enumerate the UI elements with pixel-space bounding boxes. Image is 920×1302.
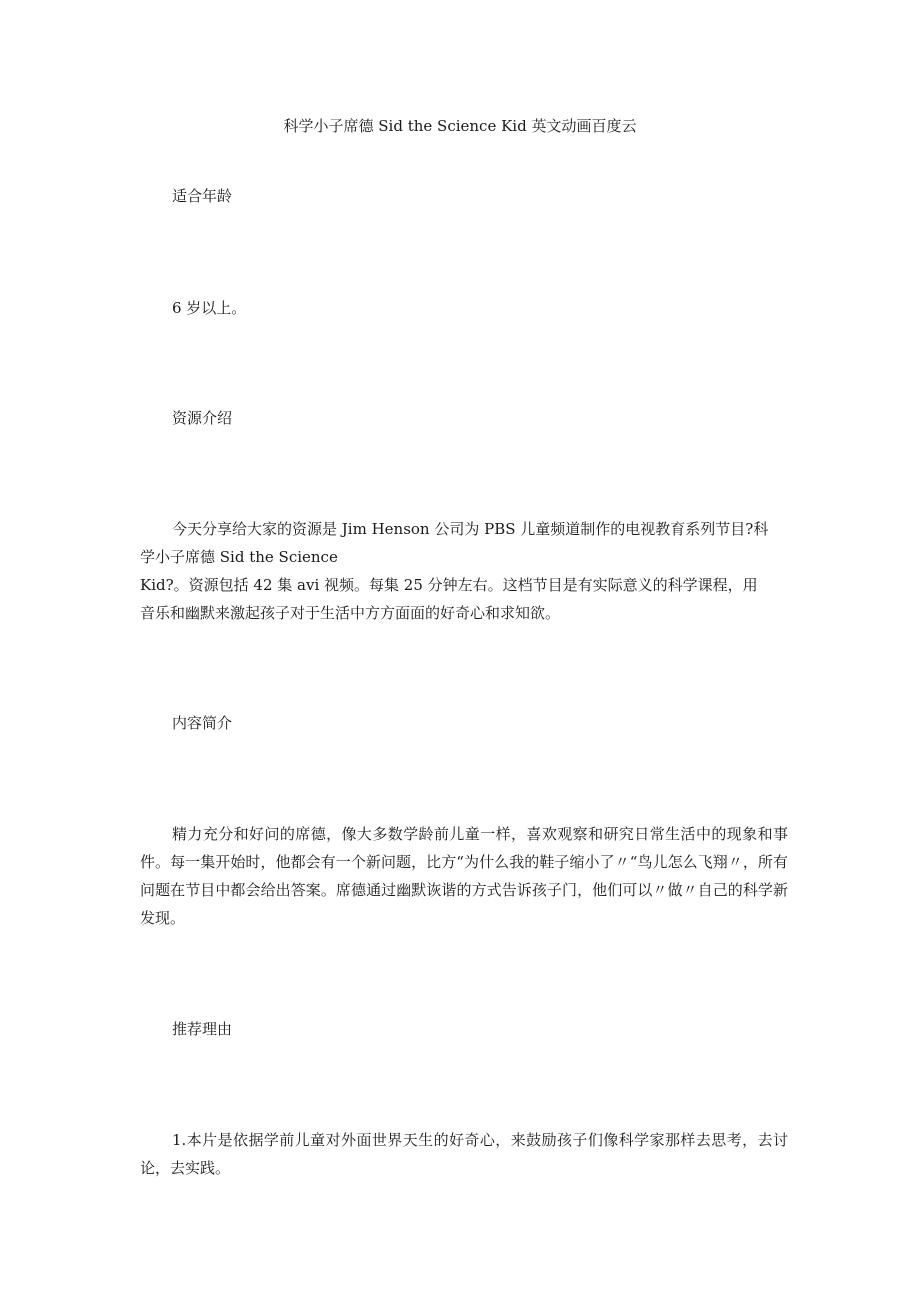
document-title: 科学小子席德 Sid the Science Kid 英文动画百度云 (283, 117, 637, 135)
section-heading-content: 内容简介 (172, 714, 233, 732)
section-heading-age: 适合年龄 (172, 187, 233, 205)
resource-line-3: Kid?。资源包括 42 集 avi 视频。每集 25 分钟左右。这档节目是有实际意义的科学课程，用 (140, 576, 758, 594)
section-body-resource (140, 515, 788, 627)
section-body-reasons: 1.本片是依据学前儿童对外面世界天生的好奇心，来鼓励孩子们像科学家那样去思考，去讨论，去实践。 (140, 1131, 788, 1177)
section-body-content: 精力充分和好问的席德，像大多数学龄前儿童一样，喜欢观察和研究日常生活中的现象和事件。每一集开始时，他都会有一个新问题，比方“为什么我的鞋子缩小了〃“鸟儿怎么飞翔〃，所有问题在节目中都会给出答案。席德通过幽默诙谐的方式告诉孩子门，他们可以〃做〃自己的科学新发现。 (140, 825, 788, 927)
resource-line-2: 学小子席德 Sid the Science (140, 548, 338, 566)
section-heading-reasons: 推荐理由 (172, 1020, 233, 1038)
resource-line-4: 音乐和幽默来激起孩子对于生活中方方面面的好奇心和求知欲。 (140, 604, 561, 622)
section-body-age: 6 岁以上。 (172, 299, 247, 317)
section-heading-resource: 资源介绍 (172, 409, 233, 427)
resource-line-1: 今天分享给大家的资源是 Jim Henson 公司为 PBS 儿童频道制作的电视教育系列节目?科 (172, 520, 769, 538)
